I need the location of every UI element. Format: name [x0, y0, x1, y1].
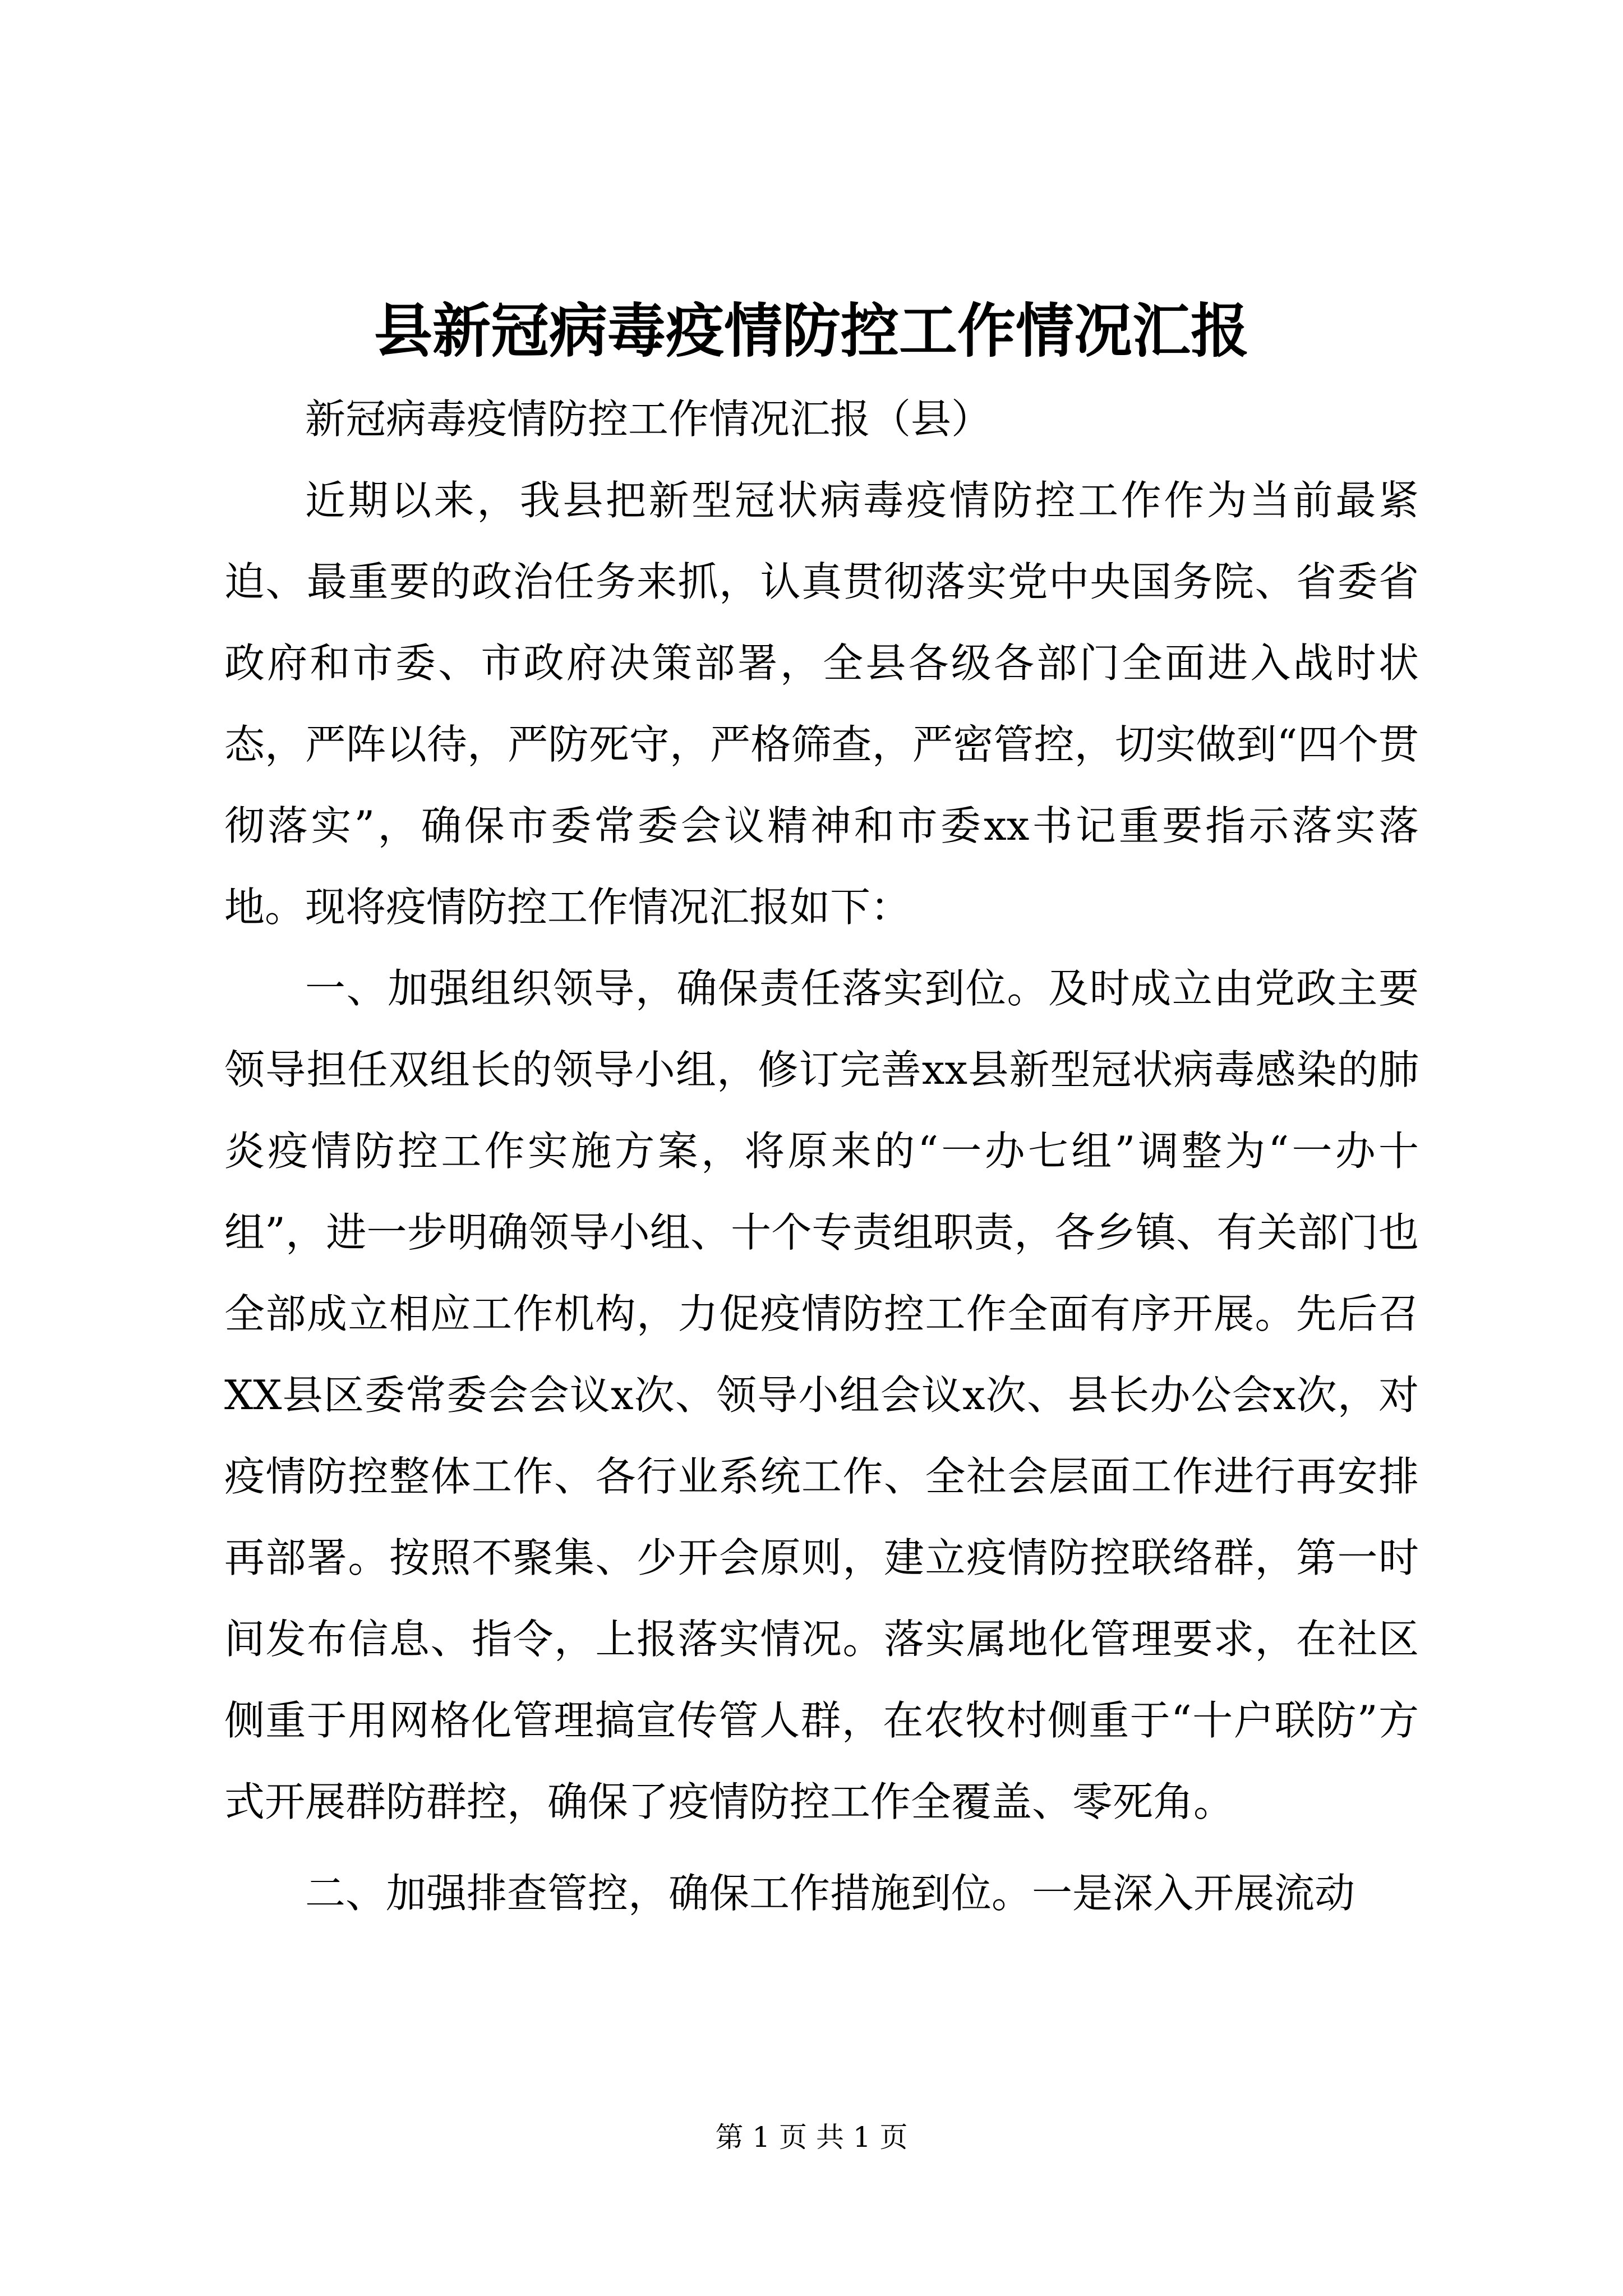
subtitle-paragraph: 新冠病毒疫情防控工作情况汇报（县）	[305, 395, 992, 443]
document-title: 县新冠病毒疫情防控工作情况汇报	[374, 296, 1249, 365]
section-2-paragraph: 二、加强排查管控，确保工作措施到位。一是深入开展流动	[305, 1870, 1355, 1917]
document-body	[224, 379, 1419, 1934]
intro-paragraph: 近期以来，我县把新型冠状病毒疫情防控工作作为当前最紧迫、最重要的政治任务来抓，认真贯彻落实党中央国务院、省委省政府和市委、市政府决策部署，全县各级各部门全面进入战时状态，严阵以待，严防死守，严格筛查，严密管控，切实做到“四个贯彻落实”，确保市委常委会议精神和市委xx书记重要指示落实落地。现将疫情防控工作情况汇报如下：	[224, 477, 1419, 931]
page-footer: 第 1 页 共 1 页	[715, 2121, 908, 2154]
section-1-paragraph: 一、加强组织领导，确保责任落实到位。及时成立由党政主要领导担任双组长的领导小组，修订完善xx县新型冠状病毒感染的肺炎疫情防控工作实施方案，将原来的“一办七组”调整为“一办十组”，进一步明确领导小组、十个专责组职责，各乡镇、有关部门也全部成立相应工作机构，力促疫情防控工作全面有序开展。先后召XX县区委常委会会议x次、领导小组会议x次、县长办公会x次，对疫情防控整体工作、各行业系统工作、全社会层面工作进行再安排再部署。按照不聚集、少开会原则，建立疫情防控联络群，第一时间发布信息、指令，上报落实情况。落实属地化管理要求，在社区侧重于用网格化管理搞宣传管人群，在农牧村侧重于“十户联防”方式开展群防群控，确保了疫情防控工作全覆盖、零死角。	[224, 965, 1419, 1825]
